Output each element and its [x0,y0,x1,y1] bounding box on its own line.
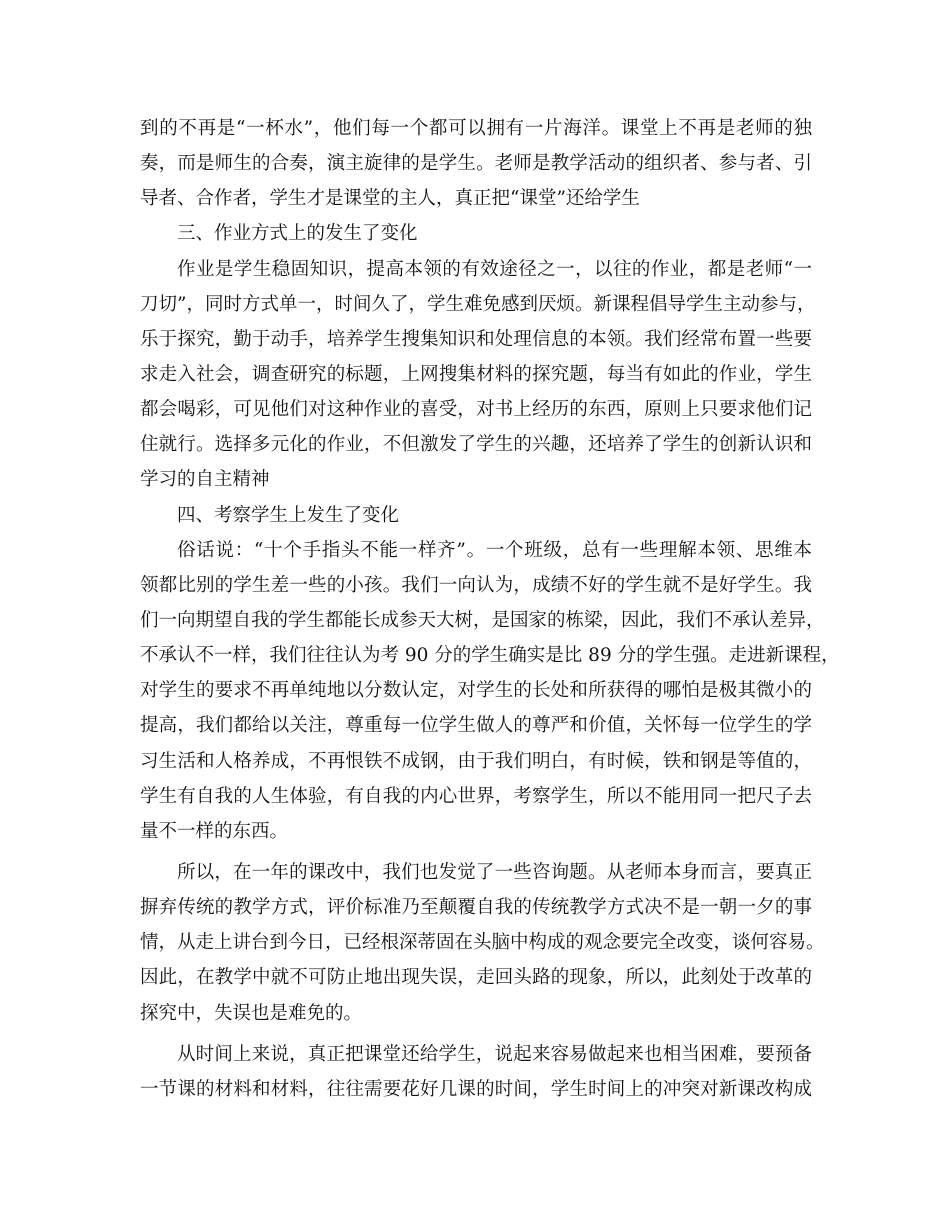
text-line: 摒弃传统的教学方式，评价标准乃至颠覆自我的传统教学方式决不是一朝一夕的事 [140,897,812,919]
text-line: 学习的自主精神 [140,469,270,491]
text-line: 领都比别的学生差一些的小孩。我们一向认为，成绩不好的学生就不是好学生。我 [140,574,812,596]
text-line: 从时间上来说，真正把课堂还给学生，说起来容易做起来也相当困难，要预备 [177,1043,812,1065]
text-line: 们一向期望自我的学生都能长成参天大树，是国家的栋梁，因此，我们不承认差异， [140,609,825,631]
document-page [140,111,840,1107]
text-line: 习生活和人格养成，不再恨铁不成钢，由于我们明白，有时候，铁和钢是等值的， [140,750,812,772]
text-line: 乐于探究，勤于动手，培养学生搜集知识和处理信息的本领。我们经常布置一些要 [140,328,812,350]
text-line: 奏，而是师生的合奏，演主旋律的是学生。老师是教学活动的组织者、参与者、引 [140,153,812,175]
text-line: 刀切”，同时方式单一，时间久了，学生难免感到厌烦。新课程倡导学生主动参与， [140,293,816,315]
text-line: 四、考察学生上发生了变化 [177,504,400,526]
text-line: 探究中，失误也是难免的。 [140,1002,363,1024]
text-line: 到的不再是“一杯水”，他们每一个都可以拥有一片海洋。课堂上不再是老师的独 [140,118,812,139]
text-line: 作业是学生稳固知识，提高本领的有效途径之一，以往的作业，都是老师“一 [177,258,812,280]
text-line: 三、作业方式上的发生了变化 [177,223,418,245]
text-line: 求走入社会，调查研究的标题，上网搜集材料的探究题，每当有如此的作业，学生 [140,363,812,385]
text-line: 学生有自我的人生体验，有自我的内心世界，考察学生，所以不能用同一把尺子去 [140,785,812,807]
text-line: 住就行。选择多元化的作业，不但激发了学生的兴趣，还培养了学生的创新认识和 [140,434,812,456]
text-line: 对学生的要求不再单纯地以分数认定，对学生的长处和所获得的哪怕是极其微小的 [140,680,812,702]
text-line: 导者、合作者，学生才是课堂的主人，真正把“课堂”还给学生 [140,188,640,210]
text-line: 都会喝彩，可见他们对这种作业的喜受，对书上经历的东西，原则上只要求他们记 [140,399,812,421]
text-line: 量不一样的东西。 [140,820,289,842]
text-line: 一节课的材料和材料，往往需要花好几课的时间，学生时间上的冲突对新课改构成 [140,1078,812,1100]
text-line: 所以，在一年的课改中，我们也发觉了一些咨询题。从老师本身而言，要真正 [177,861,812,883]
text-line: 情，从走上讲台到今日，已经根深蒂固在头脑中构成的观念要完全改变，谈何容易。 [140,932,825,954]
text-line: 提高，我们都给以关注，尊重每一位学生做人的尊严和价值，关怀每一位学生的学 [140,715,812,737]
text-line: 俗话说：“十个手指头不能一样齐”。一个班级，总有一些理解本领、思维本 [177,539,812,561]
text-line: 因此，在教学中就不可防止地出现失误，走回头路的现象，所以，此刻处于改革的 [140,967,812,989]
text-line: 不承认不一样，我们往往认为考 90 分的学生确实是比 89 分的学生强。走进新课程， [140,645,840,667]
